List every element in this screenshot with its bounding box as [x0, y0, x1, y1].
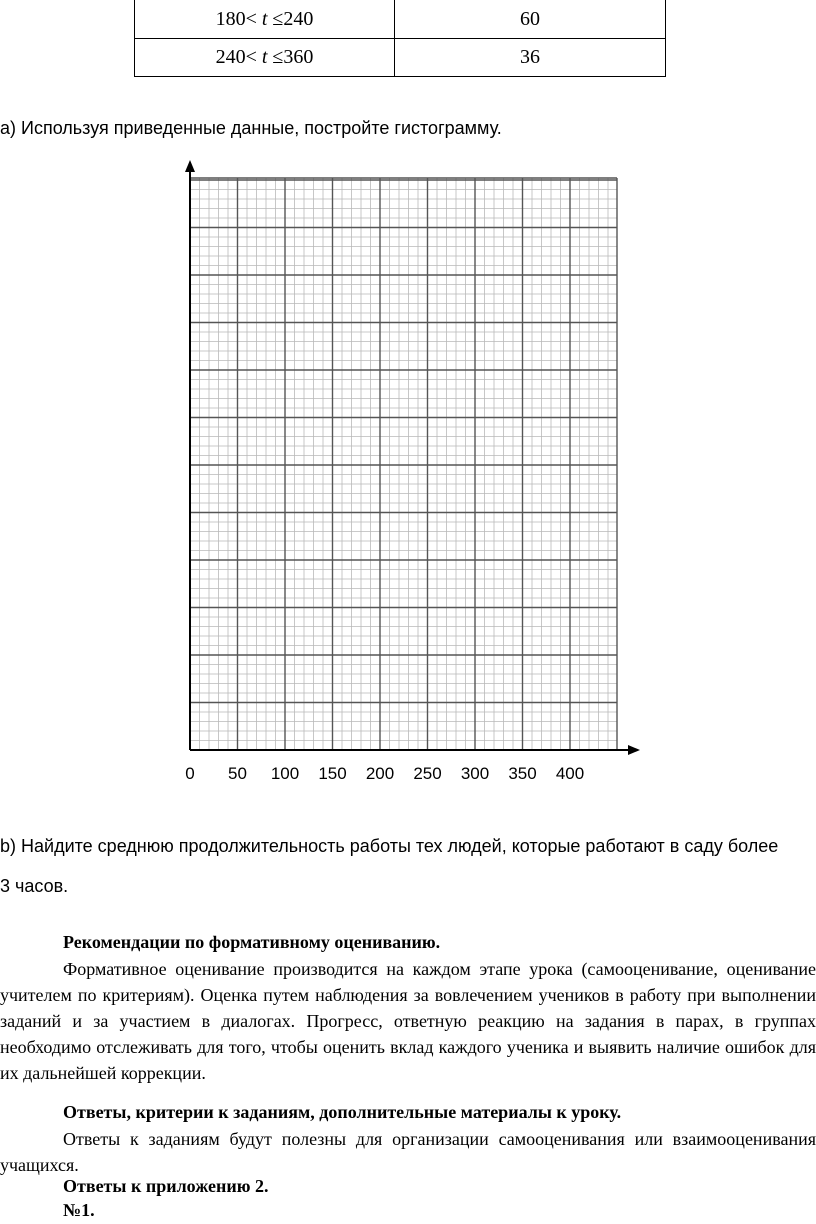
axes: [185, 160, 640, 755]
interval-cell: 180< t ≤240: [135, 0, 395, 39]
recommendations-title: Рекомендации по формативному оцениванию.: [63, 932, 441, 952]
question-a: а) Используя приведенные данные, постройте гистограмму.: [0, 118, 502, 138]
appendix-title: Ответы к приложению 2.: [63, 1176, 269, 1196]
x-tick-label: 300: [460, 764, 490, 783]
x-tick-labels: [185, 764, 584, 783]
question-b-continuation: 3 часов.: [0, 876, 69, 896]
x-tick-label: 150: [318, 764, 347, 783]
x-tick-label: 0: [185, 764, 195, 783]
number-title: №1.: [63, 1200, 95, 1220]
frequency-cell: 60: [395, 0, 666, 39]
x-tick-label: 350: [508, 764, 537, 783]
x-tick-label: 50: [228, 764, 247, 783]
x-tick-label: 200: [365, 764, 395, 783]
y-axis-arrow: [185, 160, 195, 172]
x-tick-label: 400: [555, 764, 585, 783]
frequency-cell: 36: [395, 39, 666, 77]
x-tick-label: 100: [270, 764, 300, 783]
recommendations-text: Формативное оценивание производится на каждом этапе урока (самооценивание, оценивание учителем по критериям). Оценка путем наблюдения за вовлечением учеников в работу при выполнении заданий и за участием в диалогах. Прогресс, ответную реакцию на задания в парах, в группах необходимо отслеживать для того, чтобы оценить вклад каждого ученика и выявить наличие ошибок для их дальнейшей коррекции.: [0, 959, 816, 1083]
grid-minor-lines: [190, 178, 617, 750]
answers-text: Ответы к заданиям будут полезны для организации самооценивания или взаимооценивания учащихся.: [0, 1129, 816, 1175]
x-tick-label: 250: [413, 764, 442, 783]
question-b: b) Найдите среднюю продолжительность работы тех людей, которые работают в саду более: [0, 836, 779, 856]
x-axis-arrow: [628, 745, 640, 755]
answers-title: Ответы, критерии к заданиям, дополнительные материалы к уроку.: [63, 1102, 622, 1122]
interval-cell: 240< t ≤360: [135, 39, 395, 77]
